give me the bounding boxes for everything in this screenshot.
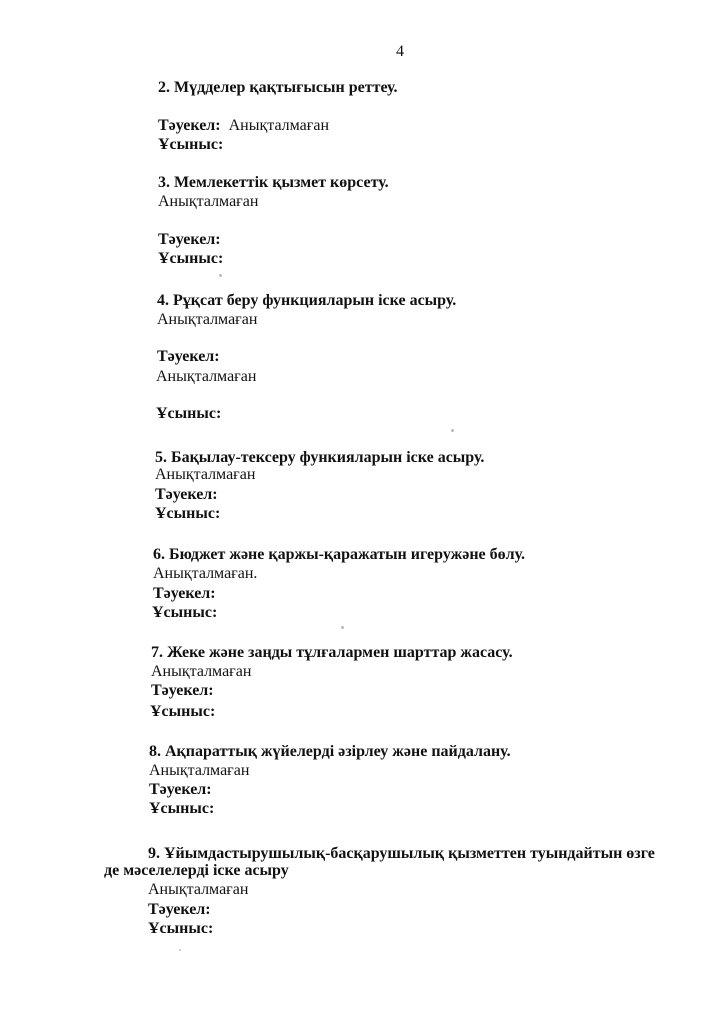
section-6-heading: 6. Бюджет және қаржы-қаражатын игеружәне бөлу.: [153, 546, 526, 563]
section-7-status: Анықталмаған: [151, 663, 252, 680]
section-8-heading: 8. Ақпараттық жүйелерді әзірлеу және пайдалану.: [149, 743, 511, 760]
section-4-recommendation-label: Ұсыныс:: [156, 405, 222, 422]
section-2-recommendation-label: Ұсыныс:: [158, 136, 224, 153]
section-3-status: Анықталмаған: [158, 193, 259, 210]
section-8-status: Анықталмаған: [149, 762, 250, 779]
section-2-risk-label: Тәуекел:: [158, 117, 221, 134]
section-8-recommendation-label: Ұсыныс:: [149, 800, 215, 817]
section-2-risk-row: [158, 117, 329, 135]
page-number: 4: [396, 43, 404, 60]
section-2-risk-value: Анықталмаған: [228, 117, 330, 134]
section-6-recommendation-label: Ұсыныс:: [152, 604, 218, 621]
section-4-status: Анықталмаған: [157, 311, 258, 328]
section-4-risk-value: Анықталмаған: [156, 368, 257, 385]
section-9-heading-line-1: 9. Ұйымдастырушылық-басқарушылық қызметтен туындайтын өзге: [148, 845, 655, 862]
section-5-status: Анықталмаған: [155, 466, 256, 483]
section-3-recommendation-label: Ұсыныс:: [158, 250, 224, 267]
section-4-heading: 4. Рұқсат беру функцияларын іске асыру.: [157, 292, 457, 309]
section-9-heading-line-2: де мәселелерді іске асыру: [104, 862, 289, 879]
section-6-status: Анықталмаған.: [153, 565, 258, 582]
scan-speck: [341, 626, 344, 629]
section-5-risk-label: Тәуекел:: [155, 486, 218, 503]
scan-speck: [179, 949, 181, 951]
section-3-risk-label: Тәуекел:: [158, 231, 221, 248]
scan-speck: [219, 274, 222, 277]
section-6-risk-label: Тәуекел:: [153, 585, 216, 602]
section-5-heading: 5. Бақылау-тексеру функияларын іске асыру.: [155, 449, 485, 466]
section-7-heading: 7. Жеке және заңды тұлғалармен шарттар жасасу.: [151, 644, 513, 661]
section-8-risk-label: Тәуекел:: [149, 781, 212, 798]
section-5-recommendation-label: Ұсыныс:: [155, 505, 221, 522]
scan-speck: [451, 429, 454, 432]
section-2-heading: 2. Мүдделер қақтығысын реттеу.: [158, 79, 398, 96]
section-4-risk-label: Тәуекел:: [157, 348, 220, 365]
section-9-status: Анықталмаған: [148, 881, 249, 898]
section-3-heading: 3. Мемлекеттік қызмет көрсету.: [158, 174, 389, 191]
section-9-risk-label: Тәуекел:: [148, 901, 211, 918]
section-7-recommendation-label: Ұсыныс:: [150, 703, 216, 720]
section-7-risk-label: Тәуекел:: [151, 682, 214, 699]
section-9-recommendation-label: Ұсыныс:: [148, 920, 214, 937]
